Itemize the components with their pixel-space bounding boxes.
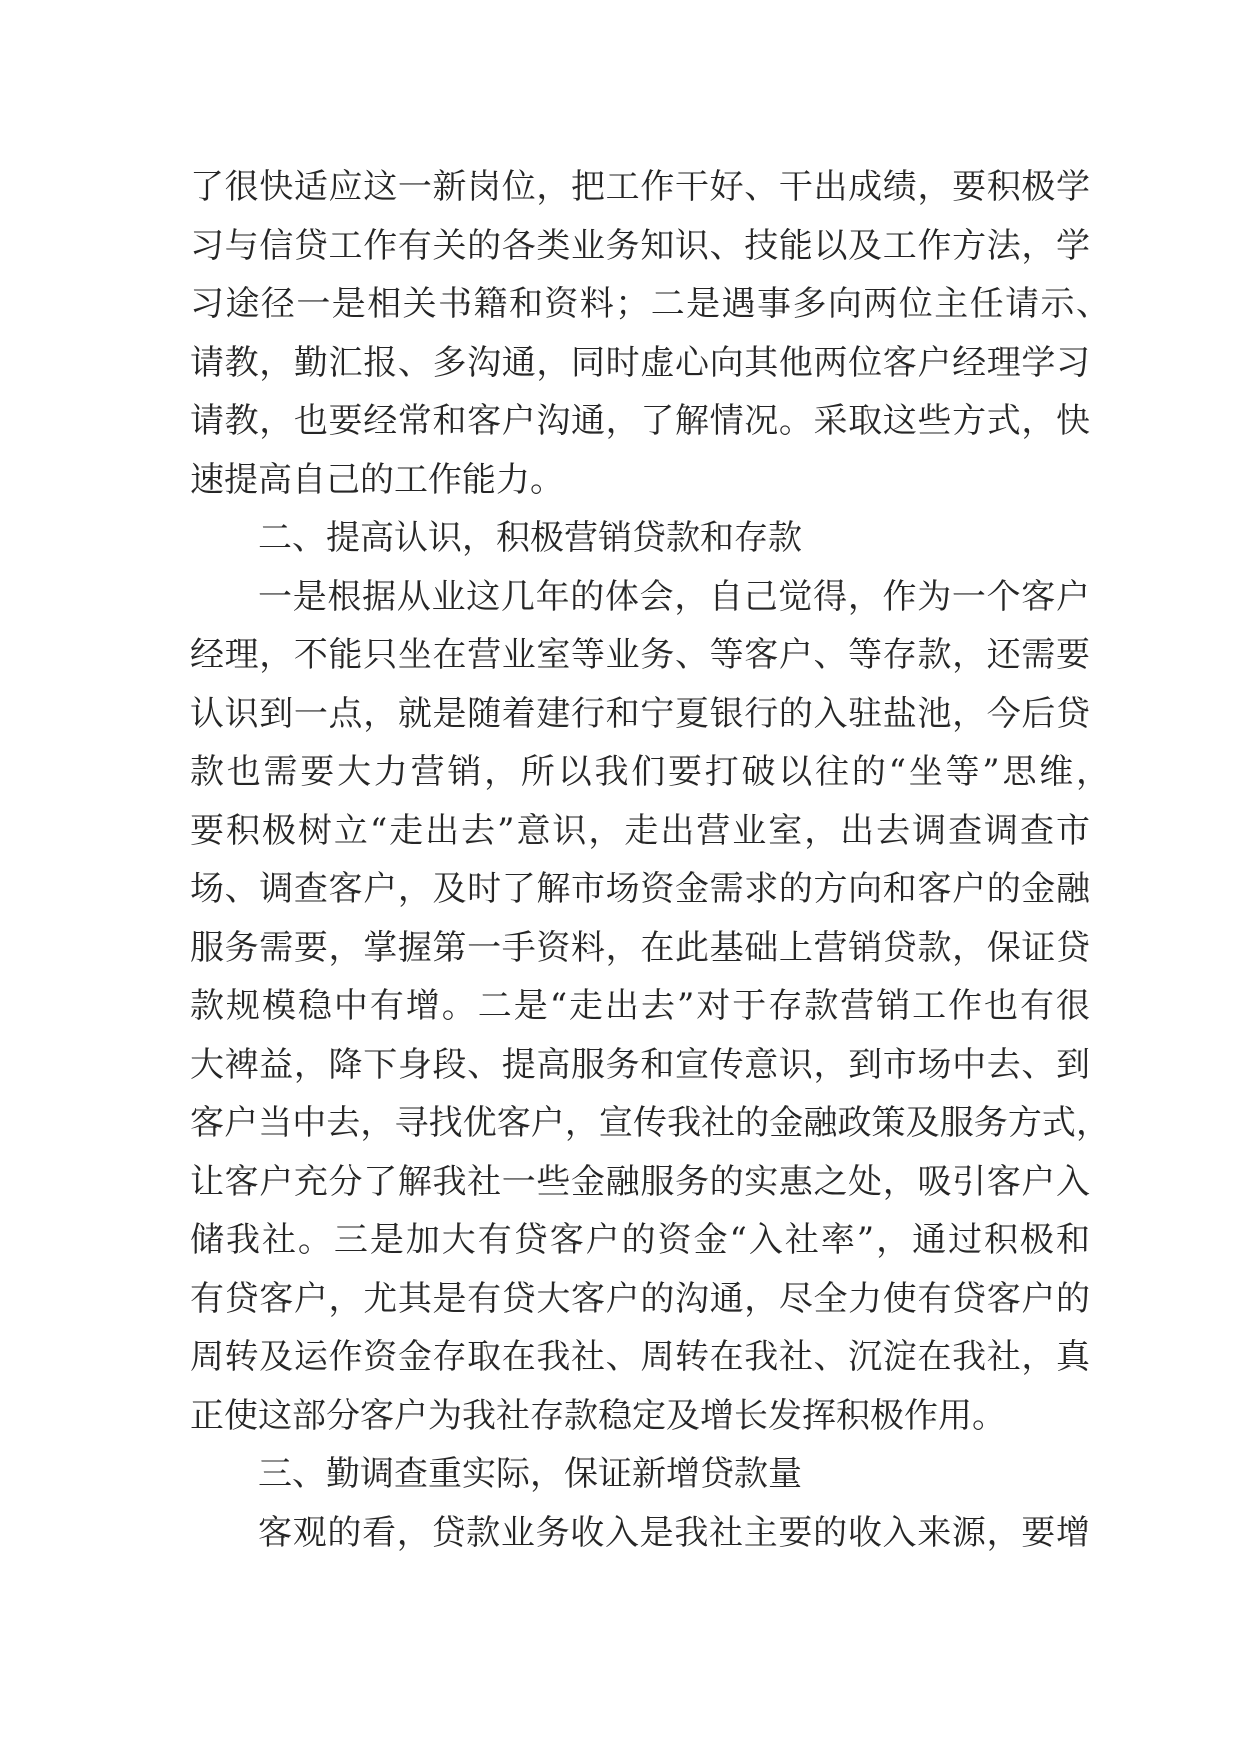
text-line: 客户当中去，寻找优客户，宣传我社的金融政策及服务方式，: [190, 1103, 1110, 1143]
text-line: 周转及运作资金存取在我社、周转在我社、沉淀在我社，真: [190, 1337, 1090, 1377]
text-line: 习途径一是相关书籍和资料；二是遇事多向两位主任请示、: [190, 284, 1110, 324]
section-heading: 二、提高认识，积极营销贷款和存款: [258, 518, 802, 558]
body-text: [190, 158, 1110, 1562]
text-line: 款规模稳中有增。二是“走出去”对于存款营销工作也有很: [190, 986, 1090, 1026]
text-line: 一是根据从业这几年的体会，自己觉得，作为一个客户: [258, 576, 1090, 617]
text-line: 要积极树立“走出去”意识，走出营业室，出去调查调查市: [190, 810, 1090, 851]
text-line: 请教，勤汇报、多沟通，同时虚心向其他两位客户经理学习: [190, 342, 1090, 383]
text-line: 经理，不能只坐在营业室等业务、等客户、等存款，还需要: [190, 635, 1090, 675]
text-line: 大裨益，降下身段、提高服务和宣传意识，到市场中去、到: [190, 1044, 1090, 1085]
text-line: 速提高自己的工作能力。: [190, 459, 564, 500]
text-line: 客观的看，贷款业务收入是我社主要的收入来源，要增: [258, 1512, 1090, 1553]
text-line: 场、调查客户，及时了解市场资金需求的方向和客户的金融: [190, 869, 1090, 909]
text-line: 认识到一点，就是随着建行和宁夏银行的入驻盐池，今后贷: [190, 693, 1090, 734]
text-line: 请教，也要经常和客户沟通，了解情况。采取这些方式，快: [190, 401, 1090, 441]
text-line: 了很快适应这一新岗位，把工作干好、干出成绩，要积极学: [190, 167, 1090, 207]
text-line: 有贷客户，尤其是有贷大客户的沟通，尽全力使有贷客户的: [190, 1278, 1090, 1319]
text-line: 储我社。三是加大有贷客户的资金“入社率”，通过积极和: [190, 1220, 1090, 1260]
text-line: 正使这部分客户为我社存款稳定及增长发挥积极作用。: [190, 1395, 1006, 1436]
text-line: 习与信贷工作有关的各类业务知识、技能以及工作方法，学: [190, 225, 1090, 266]
text-line: 服务需要，掌握第一手资料，在此基础上营销贷款，保证贷: [190, 927, 1090, 968]
section-heading: 三、勤调查重实际，保证新增贷款量: [258, 1454, 802, 1494]
text-line: 让客户充分了解我社一些金融服务的实惠之处，吸引客户入: [190, 1161, 1090, 1202]
text-line: 款也需要大力营销，所以我们要打破以往的“坐等”思维，: [190, 752, 1110, 792]
